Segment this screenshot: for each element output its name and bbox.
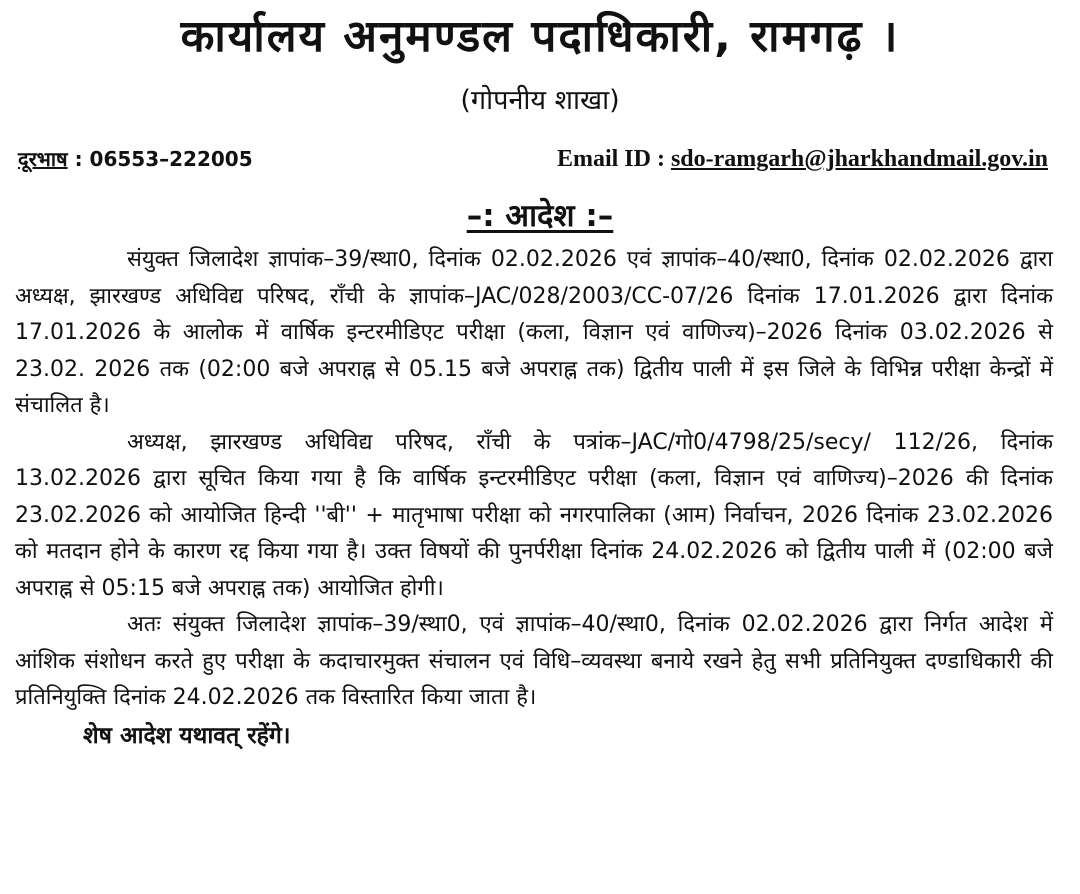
order-heading xyxy=(0,196,1080,236)
email-block xyxy=(557,145,1048,173)
email-link[interactable]: sdo-ramgarh@jharkhandmail.gov.in xyxy=(670,146,1048,172)
office-title: कार्यालय अनुमण्डल पदाधिकारी, रामगढ़ । xyxy=(180,11,900,62)
order-body xyxy=(15,242,1053,754)
phone-number: : 06553–222005 xyxy=(74,147,253,171)
order-paragraph-2: अध्यक्ष, झारखण्ड अधिविद्य परिषद, राँची के पत्रांक–JAC/गो0/4798/25/secy/ 112/26, दिनांक 13.02.2026 द्वारा सूचित किया गया है कि वार्षिक इन्टरमीडिएट परीक्षा (कला, विज्ञान एवं वाणिज्य)–2026 की दिनांक 23.02.2026 को आयोजित हिन्दी ''बी'' + मातृभाषा परीक्षा को नगरपालिका (आम) निर्वाचन, 2026 दिनांक 23.02.2026 को मतदान होने के कारण रद्द किया गया है। उक्त विषयों की पुनर्परीक्षा दिनांक 24.02.2026 को द्वितीय पाली में (02:00 बजे अपराह्न से 05:15 बजे अपराह्न तक) आयोजित होगी। xyxy=(15,429,1053,601)
phone-block xyxy=(18,145,253,173)
order-heading-text: –: आदेश :– xyxy=(466,198,614,234)
contact-row xyxy=(18,145,1048,175)
email-label: Email ID : xyxy=(556,146,665,172)
order-paragraph-3: अतः संयुक्त जिलादेश ज्ञापांक–39/स्था0, एवं ज्ञापांक–40/स्था0, दिनांक 02.02.2026 द्वारा निर्गत आदेश में आंशिक संशोधन करते हुए परीक्षा के कदाचारमुक्त संचालन एवं विधि–व्यवस्था बनाये रखने हेतु सभी प्रतिनियुक्त दण्डाधिकारी की प्रतिनियुक्ति दिनांक 24.02.2026 तक विस्तारित किया जाता है। xyxy=(15,612,1053,710)
order-paragraph-1: संयुक्त जिलादेश ज्ञापांक–39/स्था0, दिनांक 02.02.2026 एवं ज्ञापांक–40/स्था0, दिनांक 02.02.2026 द्वारा अध्यक्ष, झारखण्ड अधिविद्य परिषद, राँची के ज्ञापांक–JAC/028/2003/CC-07/26 दिनांक 17.01.2026 द्वारा दिनांक 17.01.2026 के आलोक में वार्षिक इन्टरमीडिएट परीक्षा (कला, विज्ञान एवं वाणिज्य)–2026 दिनांक 03.02.2026 से 23.02. 2026 तक (02:00 बजे अपराह्न से 05.15 बजे अपराह्न तक) द्वितीय पाली में इस जिले के विभिन्न परीक्षा केन्द्रों में संचालित है। xyxy=(15,247,1053,418)
closing-line: शेष आदेश यथावत् रहेंगे। xyxy=(83,722,291,749)
branch-name: (गोपनीय शाखा) xyxy=(460,85,620,116)
phone-label: दूरभाष xyxy=(18,147,68,171)
